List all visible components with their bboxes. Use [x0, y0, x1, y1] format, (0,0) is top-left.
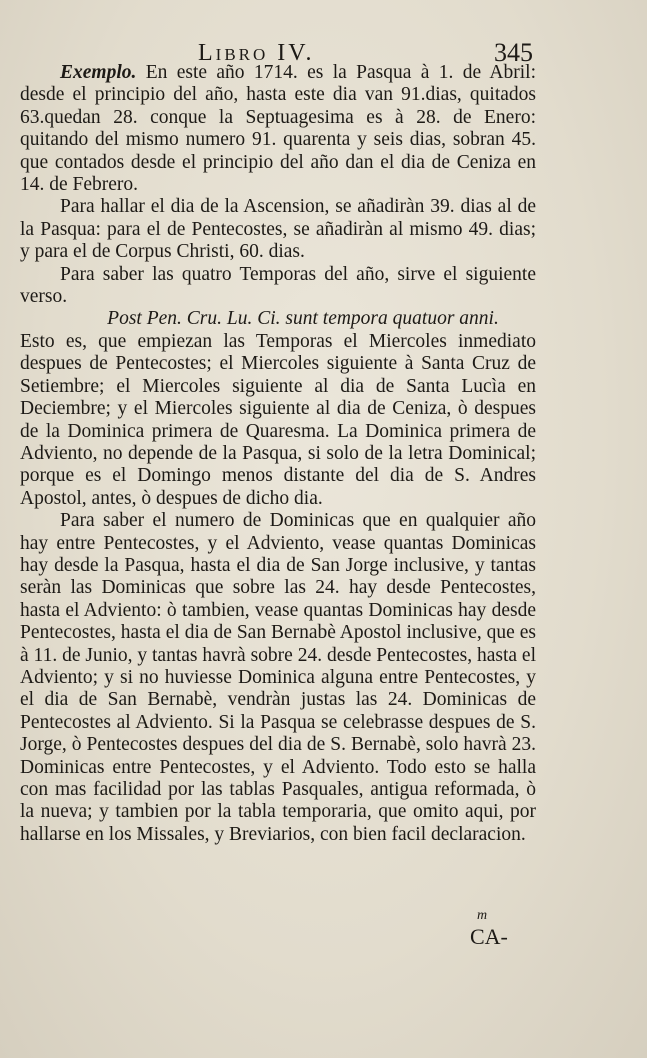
- page-number: 345: [494, 38, 533, 67]
- running-head: Libro IV.: [198, 40, 315, 66]
- paragraph-example: [20, 62, 536, 196]
- paragraph-explanation: Esto es, que empiezan las Temporas el Miercoles inmediato despues de Pentecostes; el Miercoles siguiente à Santa Cruz de Setiembre; el Miercoles siguiente al dia de Santa Lucìa en Deciembre; y el Miercoles siguiente al dia de Ceniza, ò despues de la Dominica primera de Quaresma. La Dominica primera de Adviento, no depende de la Pasqua, si solo de la letra Dominical; porque es el Domingo menos distante del dia de S. Andres Apostol, antes, ò despues de dicho dia.: [20, 330, 536, 509]
- page-footer: [0, 900, 647, 960]
- latin-verse: Post Pen. Cru. Lu. Ci. sunt tempora quatuor anni.: [107, 308, 499, 330]
- example-label: Exemplo.: [60, 62, 137, 83]
- catchword: CA-: [470, 924, 508, 949]
- paragraph-temporas: Para saber las quatro Temporas del año, sirve el siguiente verso.: [20, 263, 536, 308]
- body-text: [20, 62, 536, 846]
- paragraph-ascension: Para hallar el dia de la Ascension, se añadiràn 39. dias al de la Pasqua: para el de Pentecostes, se añadiràn al mismo 49. dias; y para el de Corpus Christi, 60. dias.: [20, 196, 536, 263]
- example-text: En este año 1714. es la Pasqua à 1. de Abril: desde el principio del año, hasta este dia van 91.dias, quitados 63.quedan 28. conque la Septuagesima es à 28. de Enero: quitando del mismo numero 91. quarenta y seis dias, sobran 45. que contados desde el principio del año dan el dia de Ceniza en 14. de Febrero.: [20, 62, 536, 196]
- paragraph-dominicas: Para saber el numero de Dominicas que en qualquier año hay entre Pentecostes, y el Adviento, vease quantas Dominicas hay desde la Pasqua, hasta el dia de San Jorge inclusive, y tantas seràn las Dominicas que sobre las 24. hay desde Pentecostes, hasta el Adviento: ò tambien, vease quantas Dominicas hay desde Pentecostes, hasta el dia de San Bernabè Apostol inclusive, que es à 11. de Junio, y tantas havrà sobre 24. desde Pentecostes, hasta el Adviento; y si no huviesse Dominica alguna entre Pentecostes, y el dia de San Bernabè, vendràn justas las 24. Dominicas de Pentecostes al Adviento. Si la Pasqua se celebrasse despues de S. Jorge, ò Pentecostes despues del dia de S. Bernabè, solo havrà 23. Dominicas entre Pentecostes, y el Adviento. Todo esto se halla con mas facilidad por las tablas Pasquales, antigua reformada, ò la nueva; y tambien por la tabla temporaria, que omito aqui, por hallarse en los Missales, y Breviarios, con bien facil declaracion.: [20, 510, 536, 845]
- signature-mark: m: [477, 908, 488, 923]
